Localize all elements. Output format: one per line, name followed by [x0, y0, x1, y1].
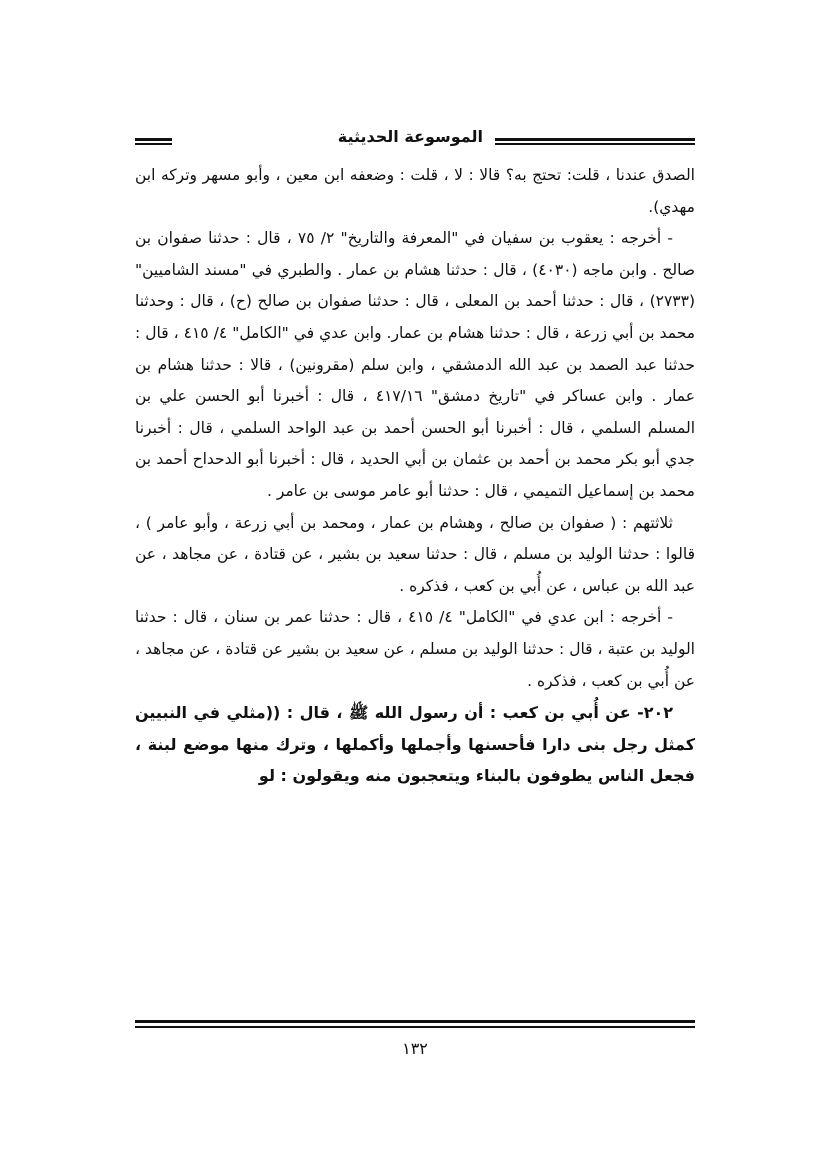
header-rule-right — [495, 138, 695, 145]
paragraph-takhrij-1: - أخرجه : يعقوب بن سفيان في "المعرفة والتاريخ" ٢/ ٧٥ ، قال : حدثنا صفوان بن صالح . وابن ماجه (٤٠٣٠) ، قال : حدثنا هشام بن عمار . والطبري في "مسند الشاميين" (٢٧٣٣) ، قال : حدثنا أحمد بن المعلى ، قال : حدثنا صفوان بن صالح (ح) ، قال : وحدثنا محمد بن أبي زرعة ، قال : حدثنا هشام بن عمار. وابن عدي في "الكامل" ٤/ ٤١٥ ، قال : حدثنا عبد الصمد بن عبد الله الدمشقي ، وابن سلم (مقرونين) ، قالا : حدثنا هشام بن عمار . وابن عساكر في "تاريخ دمشق" ٤١٧/١٦ ، قال : أخبرنا أبو الحسن علي بن المسلم السلمي ، قال : أخبرنا أبو الحسن أحمد بن عبد الواحد السلمي ، قال : أخبرنا جدي أبو بكر محمد بن أحمد بن عثمان بن أبي الحديد ، قال : أخبرنا أبو الدحداح أحمد بن محمد بن إسماعيل التميمي ، قال : حدثنا أبو عامر موسى بن عامر . — [135, 229, 696, 500]
document-page — [135, 118, 695, 1078]
hadith-202: ٢٠٢- عن أُبي بن كعب : أن رسول الله ﷺ ، قال : ((مثلي في النبيين كمثل رجل بنى دارا فأحسنها وأجملها وأكملها ، وترك منها موضع لبنة ، فجعل الناس يطوفون بالبناء ويتعجبون منه ويقولون : لو — [135, 703, 695, 786]
page-number: ١٣٢ — [402, 1039, 428, 1058]
main-text — [135, 160, 695, 792]
page-title: الموسوعة الحديثية — [337, 127, 483, 146]
paragraph-continuation: الصدق عندنا ، قلت: تحتج به؟ قالا : لا ، قلت : وضعفه ابن معين ، وأبو مسهر وتركه ابن مهدي). — [135, 166, 695, 216]
footer-rule — [135, 1020, 695, 1028]
page-header — [135, 123, 695, 153]
paragraph-chain-summary: ثلاثتهم : ( صفوان بن صالح ، وهشام بن عمار ، ومحمد بن أبي زرعة ، وأبو عامر ) ، قالوا : حدثنا الوليد بن مسلم ، قال : حدثنا سعيد بن بشير ، عن قتادة ، عن مجاهد ، عن عبد الله بن عباس ، عن أُبي بن كعب ، فذكره . — [135, 513, 695, 595]
paragraph-takhrij-2: - أخرجه : ابن عدي في "الكامل" ٤/ ٤١٥ ، قال : حدثنا عمر بن سنان ، قال : حدثنا الوليد بن عتبة ، قال : حدثنا الوليد بن مسلم ، عن سعيد بن بشير عن قتادة ، عن مجاهد ، عن أُبي بن كعب ، فذكره . — [135, 608, 695, 690]
header-rule-left — [135, 138, 172, 145]
